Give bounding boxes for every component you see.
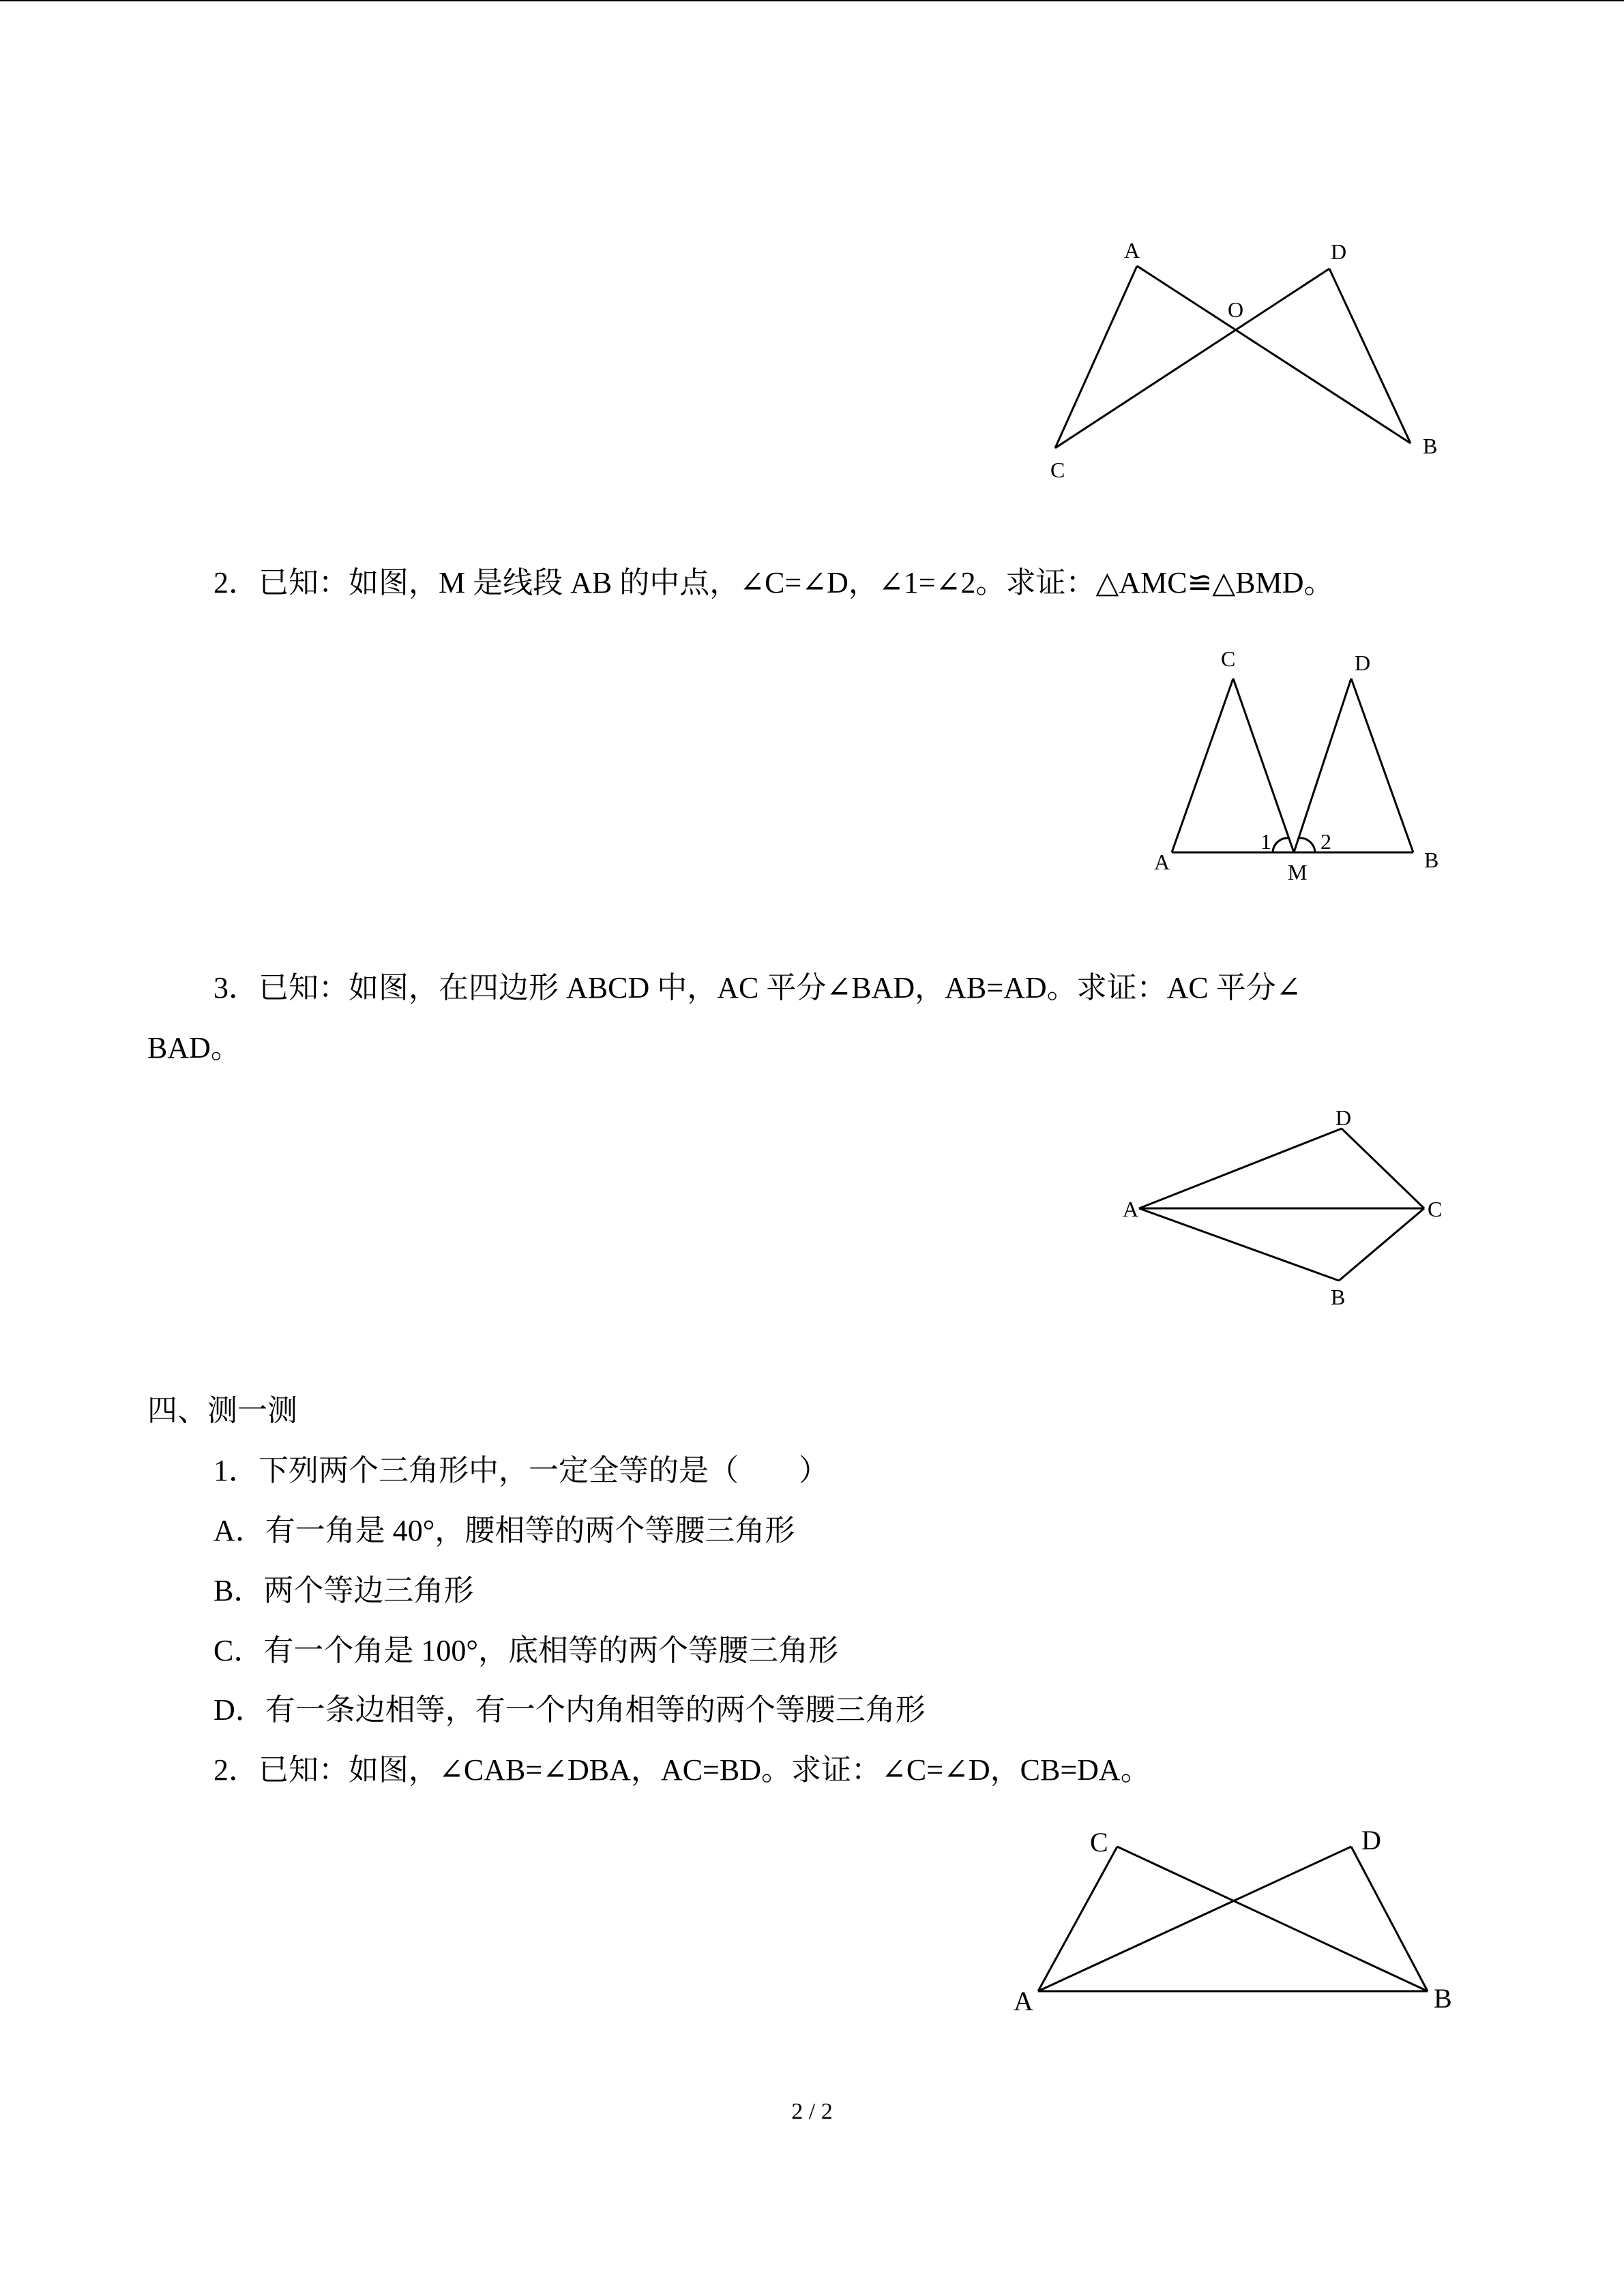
section-4-option-c: C．有一个角是 100°，底相等的两个等腰三角形 <box>213 1634 838 1667</box>
fig3-label-a: A <box>1123 1197 1139 1221</box>
problem-2-text: 2．已知：如图，M 是线段 AB 的中点，∠C=∠D，∠1=∠2。求证：△AMC≌△BMD。 <box>213 566 1334 599</box>
fig2-angle-2: 2 <box>1320 829 1331 854</box>
figure-4-crossed-triangles <box>1003 1814 1466 2018</box>
fig2-label-d: D <box>1355 651 1371 675</box>
figure-3-quadrilateral <box>1112 1098 1453 1323</box>
problem-3-text-line-2: BAD。 <box>147 1031 241 1064</box>
figure-1-crossed-triangles <box>1023 225 1460 498</box>
fig2-label-a: A <box>1154 850 1170 874</box>
fig2-label-b: B <box>1424 848 1439 872</box>
top-border-line <box>0 0 1624 1</box>
page-number: 2 / 2 <box>791 2099 833 2124</box>
fig4-label-a: A <box>1014 1986 1033 2016</box>
fig3-label-c: C <box>1428 1197 1443 1221</box>
fig2-label-c: C <box>1221 646 1236 671</box>
section-4-option-d: D．有一条边相等，有一个内角相等的两个等腰三角形 <box>213 1693 926 1727</box>
fig1-label-c: C <box>1050 458 1065 482</box>
fig3-label-d: D <box>1335 1105 1352 1130</box>
section-4-option-b: B．两个等边三角形 <box>213 1574 474 1607</box>
problem-3-text-line-1: 3．已知：如图，在四边形 ABCD 中，AC 平分∠BAD，AB=AD。求证：AC 平分∠ <box>213 971 1301 1004</box>
fig4-label-b: B <box>1434 1983 1452 2014</box>
section-4-option-a: A．有一角是 40°，腰相等的两个等腰三角形 <box>213 1514 795 1547</box>
fig1-label-a: A <box>1124 238 1140 263</box>
fig1-label-b: B <box>1423 434 1438 458</box>
fig2-label-m: M <box>1288 860 1308 884</box>
fig2-angle-1: 1 <box>1260 829 1271 854</box>
fig4-label-d: D <box>1361 1825 1381 1855</box>
fig4-label-c: C <box>1090 1827 1108 1858</box>
section-4-heading: 四、测一测 <box>147 1394 297 1427</box>
section-4-question-2: 2．已知：如图，∠CAB=∠DBA，AC=BD。求证：∠C=∠D，CB=DA。 <box>213 1753 1151 1787</box>
figure-2-midpoint-triangles <box>1146 634 1460 886</box>
fig1-label-d: D <box>1331 239 1347 264</box>
fig3-label-b: B <box>1331 1285 1346 1309</box>
fig1-label-o: O <box>1228 297 1244 322</box>
section-4-question-1: 1．下列两个三角形中，一定全等的是（ ） <box>213 1454 829 1487</box>
